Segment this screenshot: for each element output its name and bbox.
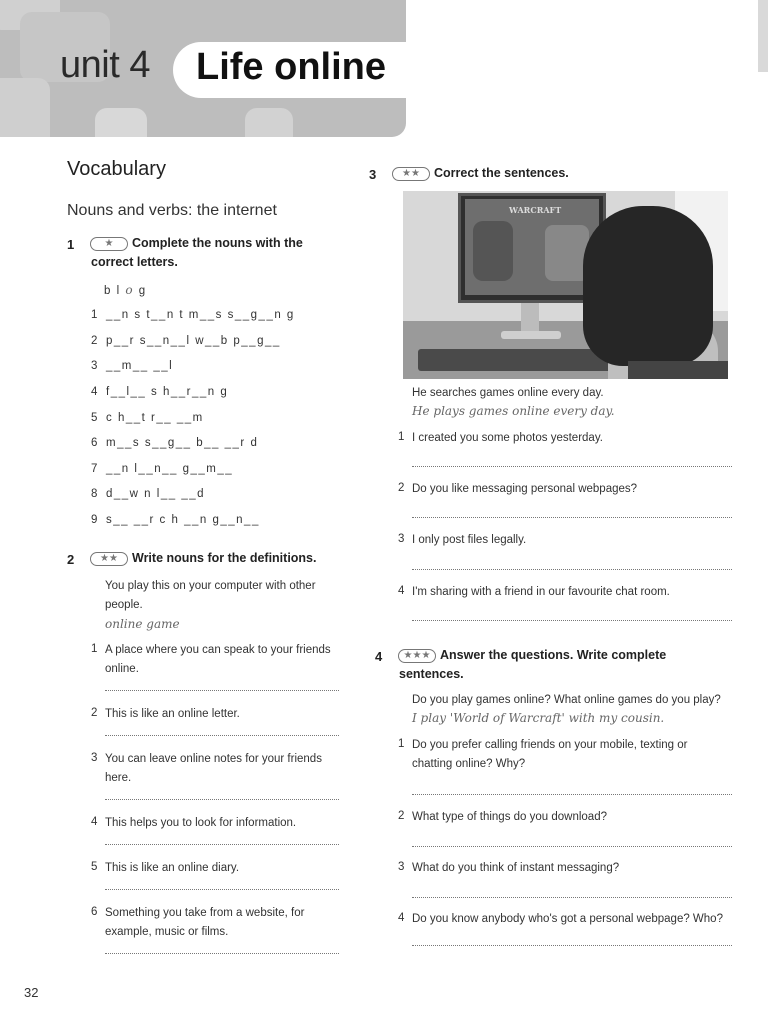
game-logo: WARCRAFT <box>509 205 562 215</box>
example-word <box>104 283 147 297</box>
gap-word[interactable]: __n l__n__ g__m__ <box>106 463 234 475</box>
example-definition: You play this on your computer with other <box>105 580 316 592</box>
item-number: 4 <box>398 912 405 924</box>
exercise-number: 4 <box>375 649 383 664</box>
exercise-instruction: Correct the sentences. <box>434 166 569 180</box>
item-number: 5 <box>91 861 98 873</box>
answer-line[interactable] <box>105 735 339 736</box>
gap-word[interactable]: d__w n l__ __d <box>106 488 206 500</box>
item-number: 1 <box>91 309 98 321</box>
question-text: chatting online? Why? <box>412 758 526 770</box>
page-number: 32 <box>24 985 39 1000</box>
banner-square <box>0 78 50 137</box>
example-question: Do you play games online? What online games do you play? <box>412 694 721 706</box>
item-number: 4 <box>398 585 405 597</box>
difficulty-stars: ★★ <box>90 552 128 566</box>
item-number: 2 <box>91 335 98 347</box>
example-answer: online game <box>105 617 180 631</box>
item-number: 3 <box>398 861 405 873</box>
definition-text: You can leave online notes for your friends <box>105 753 322 765</box>
exercise-instruction: Complete the nouns with the <box>132 236 303 250</box>
gap-word[interactable]: m__s s__g__ b__ __r d <box>106 437 259 449</box>
answer-line[interactable] <box>412 620 732 621</box>
banner-square <box>95 108 147 137</box>
difficulty-stars: ★★ <box>392 167 430 181</box>
item-number: 6 <box>91 437 98 449</box>
section-subheading: Nouns and verbs: the internet <box>67 202 277 219</box>
definition-text: online. <box>105 663 139 675</box>
definition-text: Something you take from a website, for <box>105 907 305 919</box>
example-answer: He plays games online every day. <box>412 404 615 418</box>
item-number: 1 <box>398 431 405 443</box>
question-text: Do you prefer calling friends on your mobile, texting or <box>412 739 688 751</box>
example-sentence: He searches games online every day. <box>412 387 604 399</box>
difficulty-stars: ★★★ <box>398 649 436 663</box>
gap-word[interactable]: __n s t__n t m__s s__g__n g <box>106 309 295 321</box>
definition-text: here. <box>105 772 132 784</box>
answer-line[interactable] <box>412 897 732 898</box>
item-number: 3 <box>398 533 405 545</box>
definition-text: A place where you can speak to your friends <box>105 644 331 656</box>
gap-word[interactable]: f__l__ s h__r__n g <box>106 386 229 398</box>
definition-text: This is like an online letter. <box>105 708 240 720</box>
gap-word[interactable]: c h__t r__ __m <box>106 412 204 424</box>
question-text: What type of things do you download? <box>412 811 607 823</box>
answer-line[interactable] <box>412 846 732 847</box>
exercise-instruction: Write nouns for the definitions. <box>132 551 317 565</box>
exercise-instruction: correct letters. <box>91 255 178 269</box>
item-number: 6 <box>91 906 98 918</box>
answer-line[interactable] <box>105 844 339 845</box>
definition-text: This is like an online diary. <box>105 862 240 874</box>
edge-tab <box>758 0 768 72</box>
item-number: 9 <box>91 514 98 526</box>
exercise-number: 3 <box>369 167 377 182</box>
question-text: Do you know anybody who's got a personal webpage? Who? <box>412 913 723 925</box>
definition-text: example, music or films. <box>105 926 229 938</box>
answer-line[interactable] <box>412 794 732 795</box>
exercise-instruction: sentences. <box>399 667 464 681</box>
item-number: 1 <box>91 643 98 655</box>
exercise-instruction: Answer the questions. Write complete <box>440 648 667 662</box>
answer-line[interactable] <box>105 690 339 691</box>
answer-line[interactable] <box>105 953 339 954</box>
item-number: 2 <box>91 707 98 719</box>
example-definition: people. <box>105 599 143 611</box>
sentence-text: I created you some photos yesterday. <box>412 432 603 444</box>
unit-label: unit 4 <box>60 44 150 86</box>
example-answer: o <box>125 283 135 297</box>
difficulty-stars: ★ <box>90 237 128 251</box>
gap-word[interactable]: s__ __r c h __n g__n__ <box>106 514 260 526</box>
example-text: g <box>134 285 147 297</box>
item-number: 7 <box>91 463 98 475</box>
sentence-text: I'm sharing with a friend in our favourite chat room. <box>412 586 670 598</box>
banner-square <box>245 108 293 137</box>
answer-line[interactable] <box>105 799 339 800</box>
answer-line[interactable] <box>412 466 732 467</box>
answer-line[interactable] <box>105 889 339 890</box>
item-number: 3 <box>91 360 98 372</box>
item-number: 1 <box>398 738 405 750</box>
item-number: 4 <box>91 816 98 828</box>
example-answer: I play 'World of Warcraft' with my cousin. <box>412 711 665 725</box>
answer-line[interactable] <box>412 945 732 946</box>
gamer-photo <box>403 191 728 379</box>
monitor-screen <box>465 199 599 295</box>
definition-text: This helps you to look for information. <box>105 817 297 829</box>
gap-word[interactable]: p__r s__n__l w__b p__g__ <box>106 335 281 347</box>
page-title: Life online <box>196 46 386 88</box>
item-number: 3 <box>91 752 98 764</box>
example-text: b l <box>104 285 126 297</box>
item-number: 4 <box>91 386 98 398</box>
keyboard <box>418 349 618 371</box>
exercise-number: 2 <box>67 552 75 567</box>
question-text: What do you think of instant messaging? <box>412 862 620 874</box>
section-heading: Vocabulary <box>67 158 166 180</box>
answer-line[interactable] <box>412 517 732 518</box>
person-head <box>583 206 713 366</box>
gap-word[interactable]: __m__ __l <box>106 360 174 372</box>
item-number: 2 <box>398 482 405 494</box>
item-number: 5 <box>91 412 98 424</box>
sentence-text: Do you like messaging personal webpages? <box>412 483 638 495</box>
exercise-number: 1 <box>67 237 75 252</box>
item-number: 2 <box>398 810 405 822</box>
item-number: 8 <box>91 488 98 500</box>
answer-line[interactable] <box>412 569 732 570</box>
sentence-text: I only post files legally. <box>412 534 527 546</box>
